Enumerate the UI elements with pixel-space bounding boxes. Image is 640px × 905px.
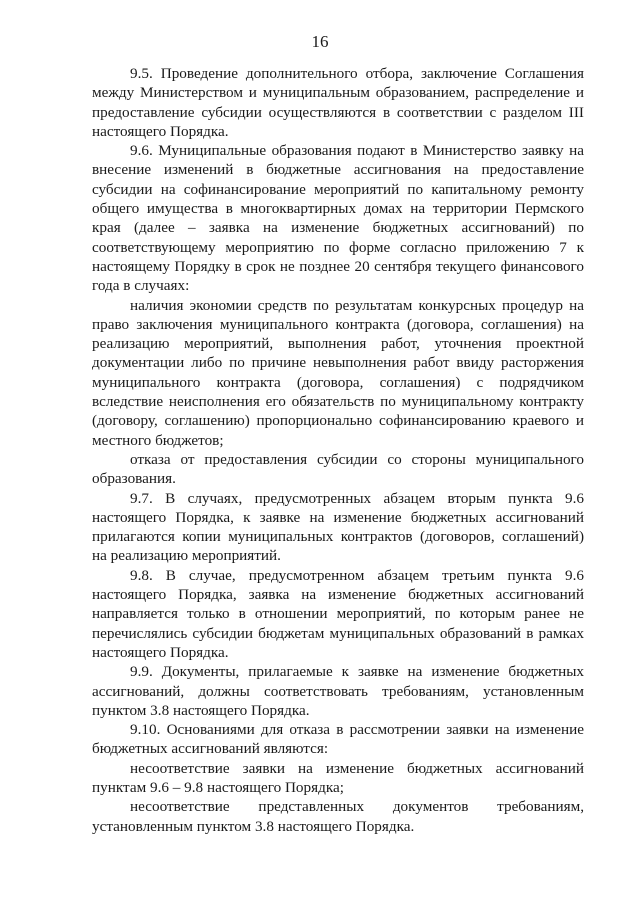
- paragraph-9-5: 9.5. Проведение дополнительного отбора, заключение Соглашения между Министерством и муниципальным образованием, распределение и предоставление субсидии осуществляются в соответствии с разделом III настоящего Порядка.: [92, 65, 584, 140]
- paragraph-9-10: 9.10. Основаниями для отказа в рассмотрении заявки на изменение бюджетных ассигнований являются:: [92, 721, 584, 758]
- paragraph-9-6-case-refusal: отказа от предоставления субсидии со стороны муниципального образования.: [92, 450, 584, 488]
- paragraph-9-6: 9.6. Муниципальные образования подают в Министерство заявку на внесение изменений в бюджетные ассигнования на предоставление субсидии на софинансирование мероприятий по капитальному ремонту общего имущества в многоквартирных домах на территории Пермского края (далее – заявка на изменение бюджетных ассигнований) по соответствующему мероприятию по форме согласно приложению 7 к настоящему Порядку в срок не позднее 20 сентября текущего финансового года в случаях:: [92, 142, 584, 295]
- paragraph-9-7: 9.7. В случаях, предусмотренных абзацем вторым пункта 9.6 настоящего Порядка, к заявке на изменение бюджетных ассигнований прилагаются копии муниципальных контрактов (договоров, соглашений) на реализацию мероприятий.: [92, 489, 584, 565]
- document-body: [92, 64, 584, 836]
- page-number: 16: [311, 32, 329, 51]
- paragraph-9-10-reason-1: несоответствие заявки на изменение бюджетных ассигнований пунктам 9.6 – 9.8 настоящего Порядка;: [92, 759, 584, 796]
- paragraph-9-10-reason-2: несоответствие представленных документов требованиям, установленным пунктом 3.8 настоящего Порядка.: [92, 798, 584, 835]
- paragraph-9-6-case-economy: наличия экономии средств по результатам конкурсных процедур на право заключения муниципального контракта (договора, соглашения) на реализацию мероприятий, выполнения работ, уточнения проектной документации либо по причине невыполнения работ ввиду расторжения муниципального контракта (договора, соглашения) с подрядчиком вследствие неисполнения его обязательств по муниципальному контракту (договору, соглашению) пропорционально софинансированию краевого и местного бюджетов;: [92, 296, 584, 449]
- paragraph-9-9: 9.9. Документы, прилагаемые к заявке на изменение бюджетных ассигнований, должны соответствовать требованиям, установленным пунктом 3.8 настоящего Порядка.: [92, 663, 584, 719]
- paragraph-9-8: 9.8. В случае, предусмотренном абзацем третьим пункта 9.6 настоящего Порядка, заявка на изменение бюджетных ассигнований направляется только в отношении мероприятий, по которым ранее не перечислялись субсидии бюджетам муниципальных образований в рамках настоящего Порядка.: [92, 566, 584, 661]
